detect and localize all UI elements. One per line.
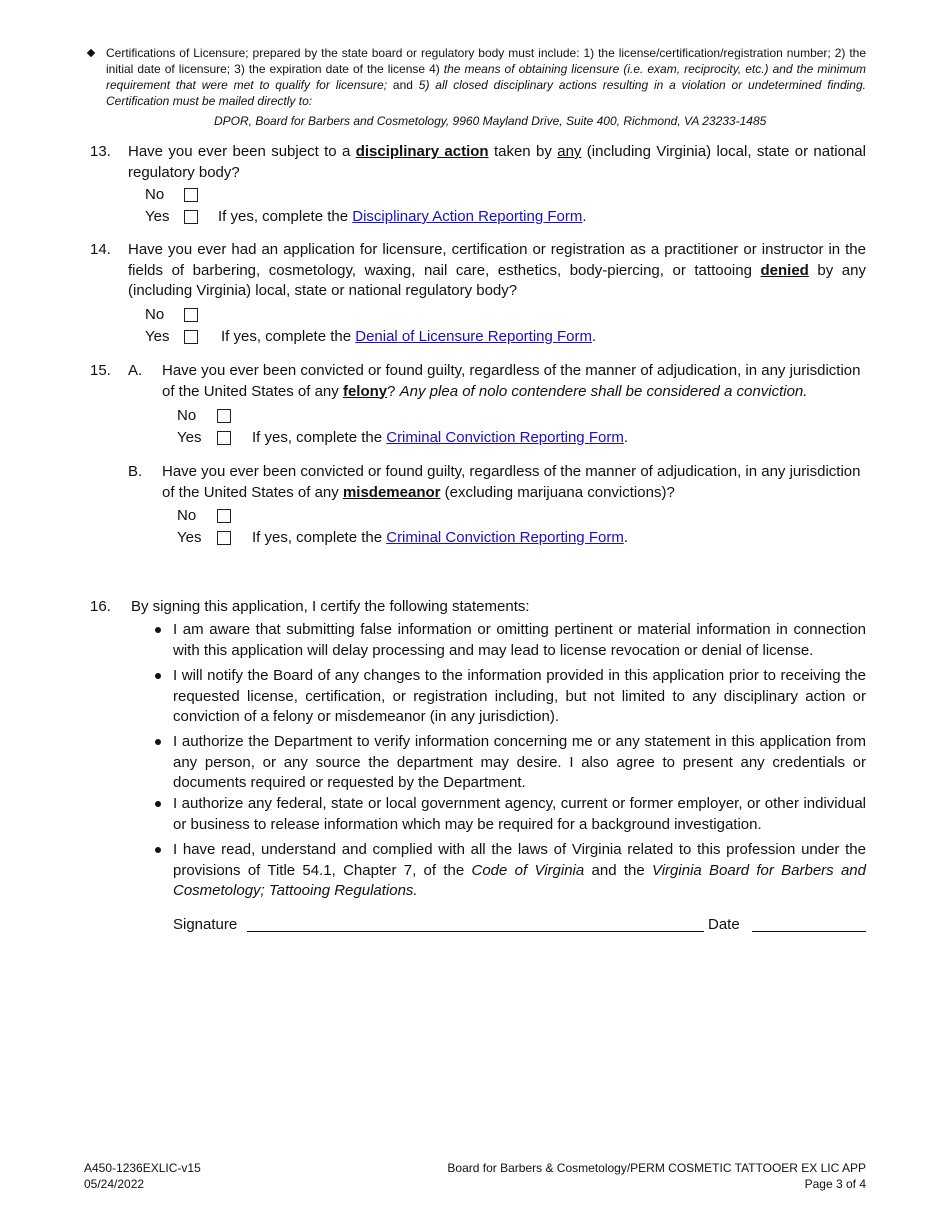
signature-line[interactable]	[247, 931, 704, 932]
q14-yes-checkbox[interactable]	[184, 330, 198, 344]
q14-no-label: No	[145, 306, 165, 323]
q15b-no-label: No	[177, 507, 197, 524]
q15a-no-label: No	[177, 407, 197, 424]
q14-if-yes: If yes, complete the Denial of Licensure Reporting Form.	[221, 328, 597, 345]
form-date: 05/24/2022	[84, 1177, 145, 1191]
footer-left	[84, 1160, 201, 1192]
q15a-yes-label: Yes	[177, 429, 202, 446]
denial-of-licensure-form-link[interactable]: Denial of Licensure Reporting Form	[355, 328, 593, 345]
form-code: A450-1236EXLIC-v15	[84, 1161, 201, 1175]
footer-right	[447, 1160, 866, 1192]
criminal-conviction-form-link-a[interactable]: Criminal Conviction Reporting Form	[386, 429, 624, 446]
board-title: Board for Barbers & Cosmetology/PERM COSMETIC TATTOOER EX LIC APP	[447, 1161, 866, 1175]
q16-number: 16.	[90, 598, 111, 615]
q15b-no-checkbox[interactable]	[217, 509, 231, 523]
q15b-letter: B.	[128, 463, 143, 480]
q15a-question: Have you ever been convicted or found guilty, regardless of the manner of adjudication, in any jurisdiction of the United States of any felony? Any plea of nolo contendere shall be considered a conviction.	[162, 362, 861, 400]
bullet-diamond-icon	[87, 49, 95, 57]
q15b-if-yes: If yes, complete the Criminal Conviction Reporting Form.	[252, 529, 628, 546]
criminal-conviction-form-link-b[interactable]: Criminal Conviction Reporting Form	[386, 529, 624, 546]
q14-yes-label: Yes	[145, 328, 170, 345]
q15a-letter: A.	[128, 362, 143, 379]
q13-question: Have you ever been subject to a disciplinary action taken by any (including Virginia) local, state or national regulatory body?	[128, 143, 866, 181]
bullet-dot-icon	[155, 627, 161, 633]
q15-number: 15.	[90, 362, 111, 379]
q15a-if-yes: If yes, complete the Criminal Conviction Reporting Form.	[252, 429, 628, 446]
q16-statement-2: I will notify the Board of any changes to the information provided in this application prior to receiving the requested license, certification, or registration including, but not limited to any disciplinary action or conviction of a felony or misdemeanor (in any jurisdiction).	[173, 667, 866, 725]
date-label: Date	[708, 916, 740, 933]
q15b-yes-checkbox[interactable]	[217, 531, 231, 545]
q13-yes-checkbox[interactable]	[184, 210, 198, 224]
q13-no-checkbox[interactable]	[184, 188, 198, 202]
q14-no-checkbox[interactable]	[184, 308, 198, 322]
q16-intro: By signing this application, I certify the following statements:	[131, 598, 530, 615]
q15b-yes-label: Yes	[177, 529, 202, 546]
q13-yes-label: Yes	[145, 208, 170, 225]
q14-number: 14.	[90, 241, 111, 258]
disciplinary-action-form-link[interactable]: Disciplinary Action Reporting Form	[352, 208, 583, 225]
bullet-dot-icon	[155, 847, 161, 853]
q13-number: 13.	[90, 143, 111, 160]
bullet-dot-icon	[155, 673, 161, 679]
q13-if-yes: If yes, complete the Disciplinary Action Reporting Form.	[218, 208, 587, 225]
q15a-yes-checkbox[interactable]	[217, 431, 231, 445]
signature-label: Signature	[173, 916, 238, 933]
q15a-no-checkbox[interactable]	[217, 409, 231, 423]
q16-statement-4: I authorize any federal, state or local government agency, current or former employer, or other individual or business to release information which may be required for a background investigation.	[173, 795, 866, 833]
page-number: Page 3 of 4	[804, 1177, 866, 1191]
certifications-address: DPOR, Board for Barbers and Cosmetology, 9960 Mayland Drive, Suite 400, Richmond, VA 23233-1485	[214, 114, 767, 128]
bullet-dot-icon	[155, 739, 161, 745]
q16-statement-5: I have read, understand and complied with all the laws of Virginia related to this profession under the provisions of Title 54.1, Chapter 7, of the Code of Virginia and the Virginia Board for Barbers and Cosmetology; Tattooing Regulations.	[173, 841, 866, 899]
bullet-dot-icon	[155, 801, 161, 807]
q14-question: Have you ever had an application for licensure, certification or registration as a practitioner or instructor in the fields of barbering, cosmetology, waxing, nail care, esthetics, body-piercing, or tattooing denied by any (including Virginia) local, state or national regulatory body?	[128, 241, 866, 299]
certifications-paragraph: Certifications of Licensure; prepared by the state board or regulatory body must include: 1) the license/certification/registration number; 2) the initial date of licensure; 3) the expiration date of the license 4) the means of obtaining licensure (i.e. exam, reciprocity, etc.) and the minimum requirement that were met to qualify for licensure; and 5) all closed disciplinary actions resulting in a violation or undetermined finding. Certification must be mailed directly to:	[106, 46, 866, 108]
q15b-question: Have you ever been convicted or found guilty, regardless of the manner of adjudication, in any jurisdiction of the United States of any misdemeanor (excluding marijuana convictions)?	[162, 463, 861, 501]
date-line[interactable]	[752, 931, 866, 932]
q16-statement-1: I am aware that submitting false information or omitting pertinent or material information in connection with this application will delay processing and may lead to license revocation or denial of license.	[173, 621, 866, 659]
q16-statement-3: I authorize the Department to verify information concerning me or any statement in this application from any person, or any source the department may desire. I also agree to present any credentials or documents required or requested by the Department.	[173, 733, 866, 791]
q13-no-label: No	[145, 186, 165, 203]
